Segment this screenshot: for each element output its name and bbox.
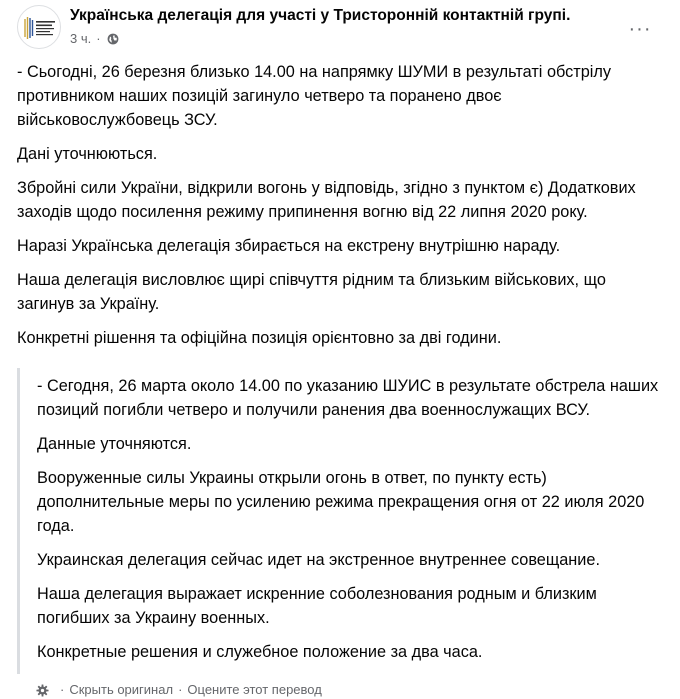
delegation-logo-icon: [18, 6, 61, 49]
rate-translation-link[interactable]: Оцените этот перевод: [187, 682, 322, 697]
translation-paragraph: Вооруженные силы Украины открыли огонь в ответ, по пункту есть) дополнительные меры по усилению режима прекращения огня от 22 июля 2020 года.: [37, 469, 645, 535]
translation-paragraph: Наша делегация выражает искренние соболезнования родным и близким погибших за Украину военных.: [37, 585, 597, 627]
translation-paragraph: Данные уточняются.: [37, 435, 192, 453]
meta-separator: ·: [96, 31, 101, 46]
translation-paragraph: Украинская делегация сейчас идет на экстренное внутреннее совещание.: [37, 551, 600, 569]
more-options-button[interactable]: ···: [628, 17, 652, 40]
gear-icon[interactable]: [36, 684, 49, 697]
post-timestamp[interactable]: 3 ч.: [70, 31, 92, 46]
footer-separator: ·: [60, 682, 65, 697]
translation-paragraph: Конкретные решения и служебное положение за два часа.: [37, 643, 483, 661]
post-body: [17, 60, 667, 360]
translation-paragraph: - Сегодня, 26 марта около 14.00 по указанию ШУИС в результате обстрела наших позиций погибли четверо и получили ранения два военнослужащих ВСУ.: [37, 377, 659, 419]
post-paragraph: Конкретні рішення та офіційна позиція орієнтовно за дві години.: [17, 329, 502, 347]
post-paragraph: Дані уточнюються.: [17, 145, 158, 163]
post-meta: [70, 30, 119, 48]
page-avatar[interactable]: [17, 5, 61, 49]
translation-block: [17, 368, 667, 674]
post-paragraph: - Сьогодні, 26 березня близько 14.00 на напрямку ШУМИ в результаті обстрілу противником наших позицій загинуло четверо та поранено двоє військовослужбовець ЗСУ.: [17, 63, 612, 129]
globe-icon[interactable]: [107, 33, 119, 45]
post-header: [0, 0, 680, 58]
page-name-link[interactable]: Українська делегація для участі у Тристоронній контактній групі.: [70, 7, 571, 24]
post-paragraph: Наразі Українська делегація збирається на екстрену внутрішню нараду.: [17, 237, 561, 255]
translation-footer: [36, 681, 322, 699]
post-paragraph: Наша делегація висловлює щирі співчуття рідним та близьким військових, що загинув за Україну.: [17, 271, 606, 313]
footer-separator: ·: [178, 682, 183, 697]
post-paragraph: Збройні сили України, відкрили вогонь у відповідь, згідно з пунктом є) Додаткових заходів щодо посилення режиму припинення вогню від 22 липня 2020 року.: [17, 179, 636, 221]
hide-original-link[interactable]: Скрыть оригинал: [69, 682, 174, 697]
